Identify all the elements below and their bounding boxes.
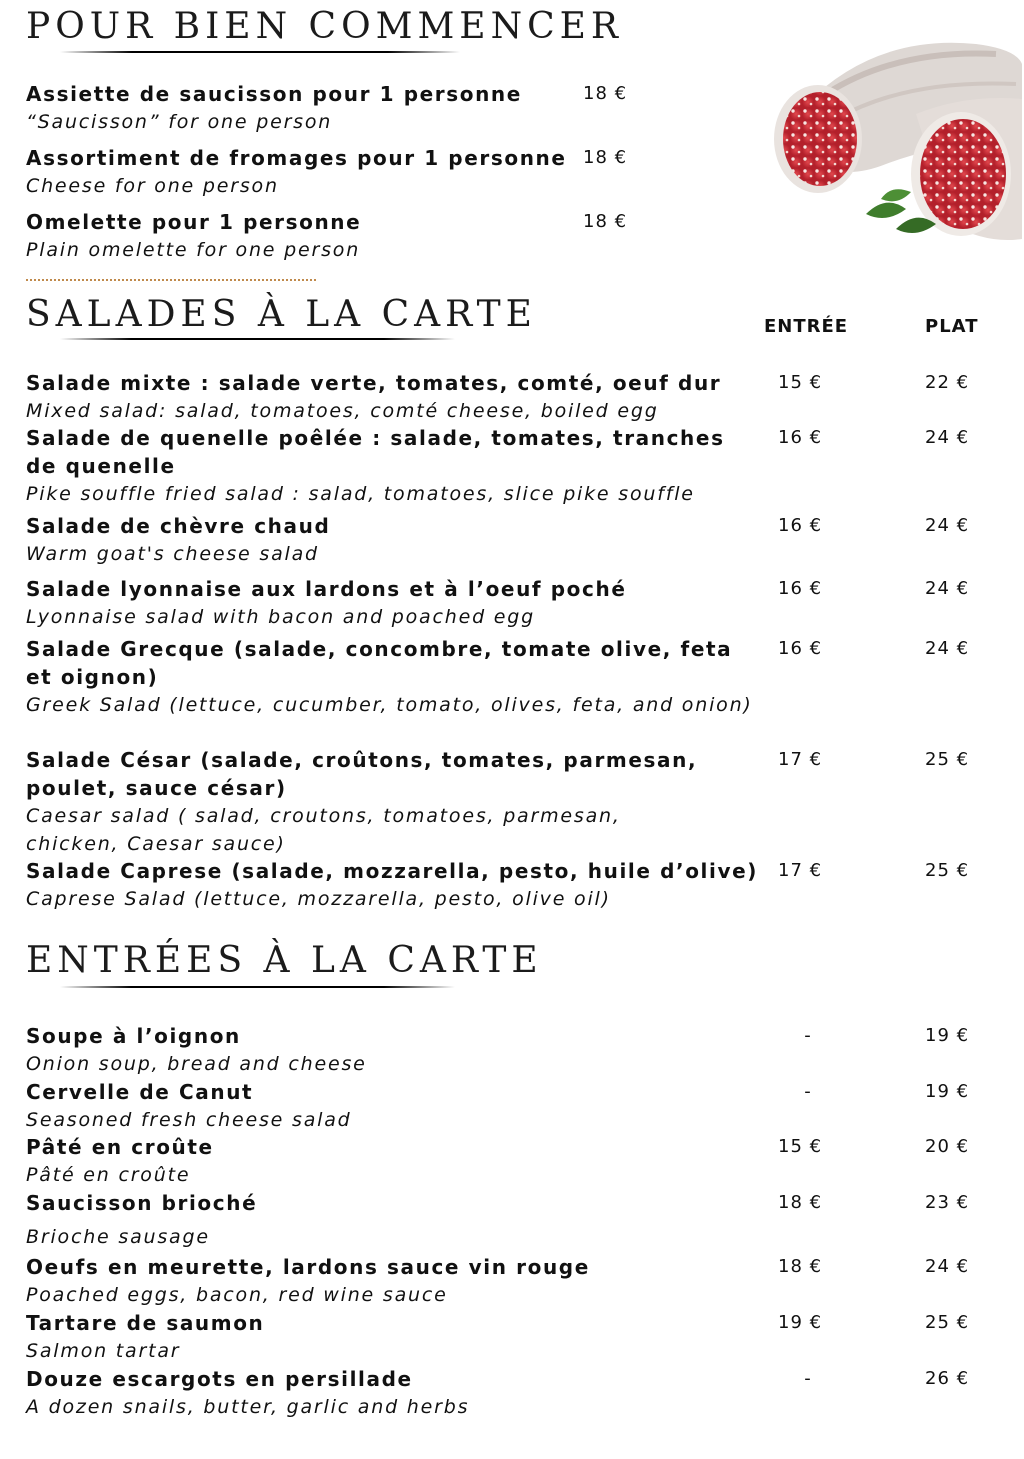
item-description: Salmon tartar	[26, 1340, 181, 1362]
item-price-entree: 19 €	[778, 1312, 823, 1333]
menu-item	[26, 1022, 766, 1078]
saucisson-photo	[766, 24, 1022, 249]
item-name: Salade de quenelle poêlée : salade, tomates, tranches de quenelle	[26, 426, 725, 478]
menu-item	[26, 575, 766, 631]
menu-item	[26, 1365, 766, 1421]
item-price-entree: -	[804, 1081, 812, 1102]
section-title-starters: POUR BIEN COMMENCER	[26, 6, 624, 47]
section-divider	[26, 279, 316, 281]
item-description: Pike souffle fried salad : salad, tomatoes, slice pike souffle	[26, 483, 695, 505]
item-description: Greek Salad (lettuce, cucumber, tomato, olives, feta, and onion)	[26, 694, 753, 716]
menu-item	[26, 1189, 766, 1251]
menu-item	[26, 635, 766, 719]
item-name: Assiette de saucisson pour 1 personne	[26, 82, 522, 106]
item-price: 18 €	[583, 83, 628, 104]
item-price-entree: 17 €	[778, 749, 823, 770]
item-description: Lyonnaise salad with bacon and poached egg	[26, 606, 535, 628]
item-description: Plain omelette for one person	[26, 239, 361, 261]
item-description: Seasoned fresh cheese salad	[26, 1109, 352, 1131]
item-price: 18 €	[583, 147, 628, 168]
item-price-plat: 23 €	[925, 1192, 970, 1213]
item-price-entree: 18 €	[778, 1192, 823, 1213]
menu-item	[26, 208, 586, 264]
item-price-entree: 18 €	[778, 1256, 823, 1277]
item-price-plat: 19 €	[925, 1081, 970, 1102]
item-price-plat: 25 €	[925, 1312, 970, 1333]
item-name: Salade César (salade, croûtons, tomates, parmesan, poulet, sauce césar)	[26, 748, 698, 800]
column-header-entree: ENTRÉE	[764, 316, 849, 337]
item-description: Caesar salad ( salad, croutons, tomatoes, parmesan, chicken, Caesar sauce)	[26, 805, 621, 855]
item-price-plat: 19 €	[925, 1025, 970, 1046]
menu-item	[26, 512, 766, 568]
item-name: Salade lyonnaise aux lardons et à l’oeuf poché	[26, 577, 627, 601]
item-name: Salade Grecque (salade, concombre, tomate olive, feta et oignon)	[26, 637, 733, 689]
item-description: Caprese Salad (lettuce, mozzarella, pesto, olive oil)	[26, 888, 611, 910]
item-price-plat: 22 €	[925, 372, 970, 393]
menu-item	[26, 424, 766, 508]
item-price-plat: 24 €	[925, 515, 970, 536]
item-price-plat: 26 €	[925, 1368, 970, 1389]
item-name: Douze escargots en persillade	[26, 1367, 413, 1391]
item-description: Cheese for one person	[26, 175, 279, 197]
item-price-plat: 20 €	[925, 1136, 970, 1157]
item-name: Pâté en croûte	[26, 1135, 214, 1159]
item-description: Poached eggs, bacon, red wine sauce	[26, 1284, 448, 1306]
item-price-entree: 16 €	[778, 578, 823, 599]
item-price-entree: 17 €	[778, 860, 823, 881]
item-price-plat: 24 €	[925, 427, 970, 448]
menu-item	[26, 1309, 766, 1365]
item-name: Soupe à l’oignon	[26, 1024, 241, 1048]
column-header-plat: PLAT	[925, 316, 979, 337]
item-price-entree: -	[804, 1025, 812, 1046]
item-name: Salade de chèvre chaud	[26, 514, 331, 538]
menu-item	[26, 857, 766, 913]
item-description: Warm goat's cheese salad	[26, 543, 319, 565]
item-name: Assortiment de fromages pour 1 personne	[26, 146, 567, 170]
section-underline	[60, 986, 455, 988]
item-price-plat: 24 €	[925, 638, 970, 659]
item-name: Cervelle de Canut	[26, 1080, 254, 1104]
section-title-salads: SALADES À LA CARTE	[26, 294, 537, 335]
item-name: Tartare de saumon	[26, 1311, 265, 1335]
item-price-entree: 16 €	[778, 427, 823, 448]
item-price-entree: -	[804, 1368, 812, 1389]
item-name: Omelette pour 1 personne	[26, 210, 362, 234]
item-description: Onion soup, bread and cheese	[26, 1053, 367, 1075]
item-name: Saucisson brioché	[26, 1191, 258, 1215]
item-price: 18 €	[583, 211, 628, 232]
menu-item	[26, 144, 586, 200]
item-price-entree: 16 €	[778, 638, 823, 659]
item-description: Pâté en croûte	[26, 1164, 191, 1186]
item-price-entree: 16 €	[778, 515, 823, 536]
item-price-entree: 15 €	[778, 1136, 823, 1157]
item-price-plat: 25 €	[925, 860, 970, 881]
section-title-entrees: ENTRÉES À LA CARTE	[26, 940, 543, 981]
menu-item	[26, 1078, 766, 1134]
item-name: Salade mixte : salade verte, tomates, comté, oeuf dur	[26, 371, 722, 395]
item-description: Brioche sausage	[26, 1226, 210, 1248]
item-description: Mixed salad: salad, tomatoes, comté cheese, boiled egg	[26, 400, 659, 422]
section-underline	[60, 51, 460, 53]
menu-item	[26, 1253, 766, 1309]
menu-item	[26, 369, 766, 425]
item-name: Salade Caprese (salade, mozzarella, pesto, huile d’olive)	[26, 859, 759, 883]
item-price-entree: 15 €	[778, 372, 823, 393]
menu-item	[26, 746, 766, 858]
item-name: Oeufs en meurette, lardons sauce vin rouge	[26, 1255, 590, 1279]
item-price-plat: 25 €	[925, 749, 970, 770]
item-description: “Saucisson” for one person	[26, 111, 333, 133]
menu-item	[26, 80, 586, 136]
item-price-plat: 24 €	[925, 578, 970, 599]
section-underline	[60, 338, 455, 340]
item-description: A dozen snails, butter, garlic and herbs	[26, 1396, 470, 1418]
menu-item	[26, 1133, 766, 1189]
item-price-plat: 24 €	[925, 1256, 970, 1277]
